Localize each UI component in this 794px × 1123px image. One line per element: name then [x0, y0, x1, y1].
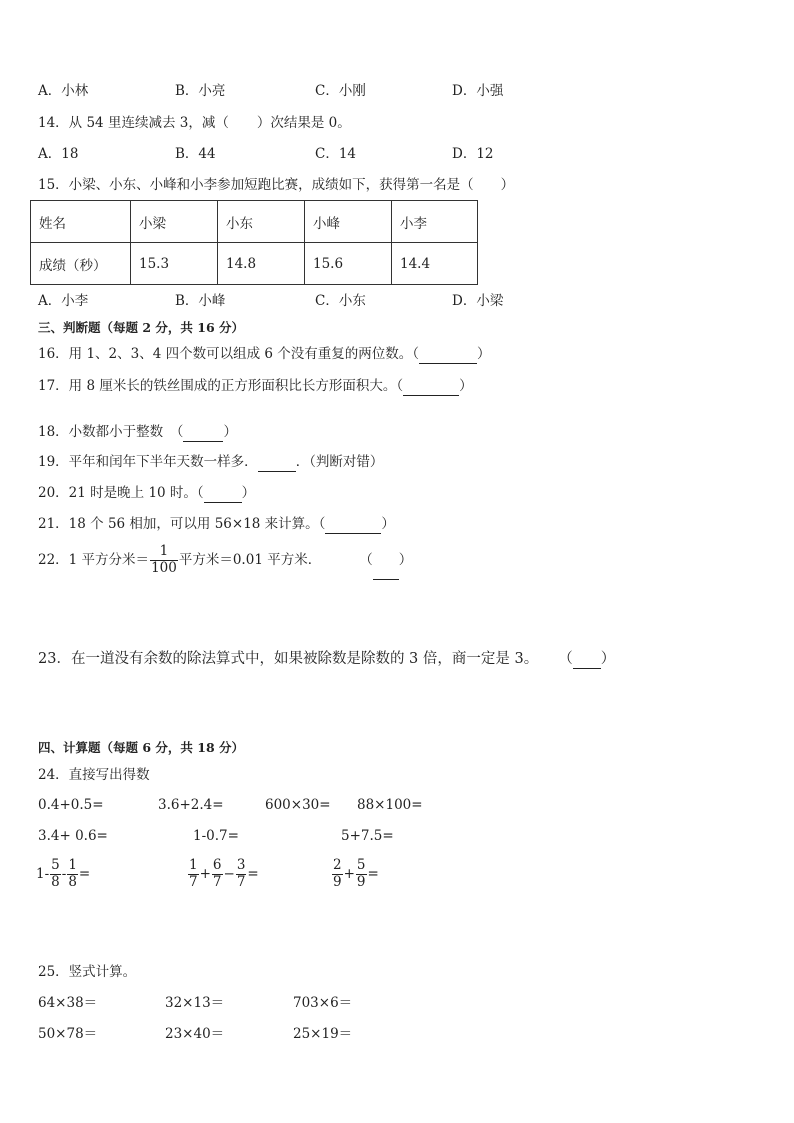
answer-blank[interactable] [373, 541, 399, 580]
q17-close: ） [459, 378, 473, 394]
fraction-numerator: 2 [333, 857, 342, 874]
fraction-expression [331, 854, 379, 894]
calc-item: 50×78＝ [38, 1026, 98, 1042]
fraction-denominator: 7 [189, 874, 198, 890]
fraction-numerator: 5 [356, 857, 366, 874]
section-heading: 四、计算题（每题 6 分，共 18 分） [38, 740, 245, 755]
fraction [332, 858, 343, 890]
table-cell: 15.6 [305, 243, 392, 285]
q15-question: 15．小梁、小东、小峰和小李参加短跑比赛，成绩如下，获得第一名是（ ） [38, 177, 515, 193]
fraction-denominator: 100 [151, 560, 177, 576]
paren-close: ） [600, 651, 616, 667]
q15-option-b: B．小峰 [175, 293, 226, 309]
fraction-denominator: 8 [51, 874, 60, 890]
calc-item: 32×13＝ [165, 995, 225, 1011]
operator: − [223, 866, 235, 882]
calc-item: 5+7.5= [341, 828, 394, 844]
paren-close: ） [398, 552, 413, 568]
q18-text: 18．小数都小于整数 （ [38, 424, 184, 440]
answer-blank[interactable] [204, 484, 242, 503]
score-table [30, 200, 478, 285]
paren-open: （ [359, 552, 373, 568]
answer-blank[interactable] [419, 345, 477, 364]
calc-item: 23×40＝ [165, 1026, 225, 1042]
equals-sign: = [367, 866, 379, 882]
q19-question [38, 453, 383, 472]
fraction-expression [187, 854, 259, 894]
equals-sign: = [78, 866, 91, 882]
q23-question [38, 650, 615, 669]
q13-option-c: C．小刚 [315, 83, 366, 99]
operator: + [199, 866, 211, 882]
q22-text-end: 平方米＝0.01 平方米． [178, 552, 322, 568]
fraction-expression [36, 854, 90, 894]
q14-option-a: A．18 [38, 146, 79, 162]
q16-text: 16．用 1、2、3、4 四个数可以组成 6 个没有重复的两位数。（ [38, 346, 420, 362]
fraction-numerator: 1 [189, 857, 198, 874]
calc-item: 3.4+ 0.6= [38, 828, 108, 844]
q19-text: 19．平年和闰年下半年天数一样多． [38, 454, 258, 470]
fraction [236, 858, 247, 890]
table-cell: 小梁 [131, 201, 218, 243]
calc-item: 25×19＝ [293, 1026, 353, 1042]
fraction-denominator: 9 [333, 874, 342, 890]
answer-blank[interactable] [258, 453, 296, 472]
q15-option-d: D．小梁 [452, 293, 504, 309]
q14-option-b: B．44 [175, 146, 216, 162]
q18-close: ） [223, 424, 237, 440]
q22-question [38, 541, 412, 580]
q20-close: ） [241, 485, 256, 501]
calc-item: 1-0.7= [193, 828, 239, 844]
answer-blank[interactable] [573, 650, 601, 669]
q25-title: 25．竖式计算。 [38, 964, 137, 980]
answer-blank[interactable] [403, 377, 459, 396]
equals-sign: = [247, 866, 259, 882]
table-cell: 成绩（秒） [31, 243, 131, 285]
fraction-numerator: 3 [236, 857, 246, 874]
table-cell: 姓名 [31, 201, 131, 243]
fraction [212, 858, 223, 890]
table-cell: 小李 [392, 201, 478, 243]
calc-item: 64×38＝ [38, 995, 98, 1011]
q23-text: 23．在一道没有余数的除法算式中，如果被除数是除数的 3 倍，商一定是 3。 [38, 651, 539, 667]
answer-blank[interactable] [183, 423, 223, 442]
q21-question [38, 515, 395, 534]
operator: + [343, 866, 355, 882]
fraction-denominator: 7 [236, 874, 246, 890]
answer-blank[interactable] [325, 515, 381, 534]
calc-item: 600×30= [265, 797, 331, 813]
q16-question [38, 345, 491, 364]
q21-text: 21．18 个 56 相加，可以用 56×18 来计算。（ [38, 516, 326, 532]
fraction [188, 858, 199, 890]
q14-text: 14．从 54 里连续减去 3，减（ [38, 115, 229, 131]
table-cell: 小东 [218, 201, 305, 243]
q20-question [38, 484, 255, 503]
operator: - [61, 866, 67, 882]
paren-open: （ [558, 651, 573, 667]
table-row [31, 243, 478, 285]
q15-option-a: A．小李 [38, 293, 89, 309]
fraction [150, 544, 178, 576]
q20-text: 20．21 时是晚上 10 时。（ [38, 485, 204, 501]
table-cell: 小峰 [305, 201, 392, 243]
fraction-numerator: 6 [212, 857, 222, 874]
fraction [67, 858, 78, 890]
calc-item: 0.4+0.5= [38, 797, 104, 813]
section-heading: 三、判断题（每题 2 分，共 16 分） [38, 320, 245, 335]
table-row [31, 201, 478, 243]
expr-text: 1- [36, 866, 50, 882]
q15-option-c: C．小东 [315, 293, 366, 309]
q21-close: ） [381, 516, 395, 532]
calc-item: 88×100= [357, 797, 423, 813]
q14-option-c: C．14 [315, 146, 357, 162]
q24-title: 24．直接写出得数 [38, 767, 150, 783]
table-cell: 14.4 [392, 243, 478, 285]
q14-option-d: D．12 [452, 146, 494, 162]
calc-item: 703×6＝ [293, 995, 353, 1011]
q18-question [38, 423, 237, 442]
q22-text: 22．1 平方分米＝ [38, 552, 150, 568]
fraction-denominator: 7 [212, 874, 222, 890]
q17-question [38, 377, 473, 396]
q17-text: 17．用 8 厘米长的铁丝围成的正方形面积比长方形面积大。（ [38, 378, 404, 394]
q13-option-d: D．小强 [452, 83, 504, 99]
q19-text-end: ．（判断对错） [295, 454, 384, 470]
q14-question [38, 114, 351, 132]
calc-item: 3.6+2.4= [158, 797, 224, 813]
table-cell: 14.8 [218, 243, 305, 285]
fraction-denominator: 9 [356, 874, 366, 890]
q13-option-b: B．小亮 [175, 83, 226, 99]
fraction-numerator: 1 [150, 544, 178, 561]
fraction-denominator: 8 [68, 874, 77, 890]
fraction-numerator: 5 [51, 857, 60, 874]
fraction [50, 858, 61, 890]
q16-close: ） [477, 346, 491, 362]
fraction-numerator: 1 [68, 857, 77, 874]
q13-option-a: A．小林 [38, 83, 89, 99]
table-cell: 15.3 [131, 243, 218, 285]
fraction [356, 858, 367, 890]
q14-text-end: ）次结果是 0。 [256, 115, 351, 131]
